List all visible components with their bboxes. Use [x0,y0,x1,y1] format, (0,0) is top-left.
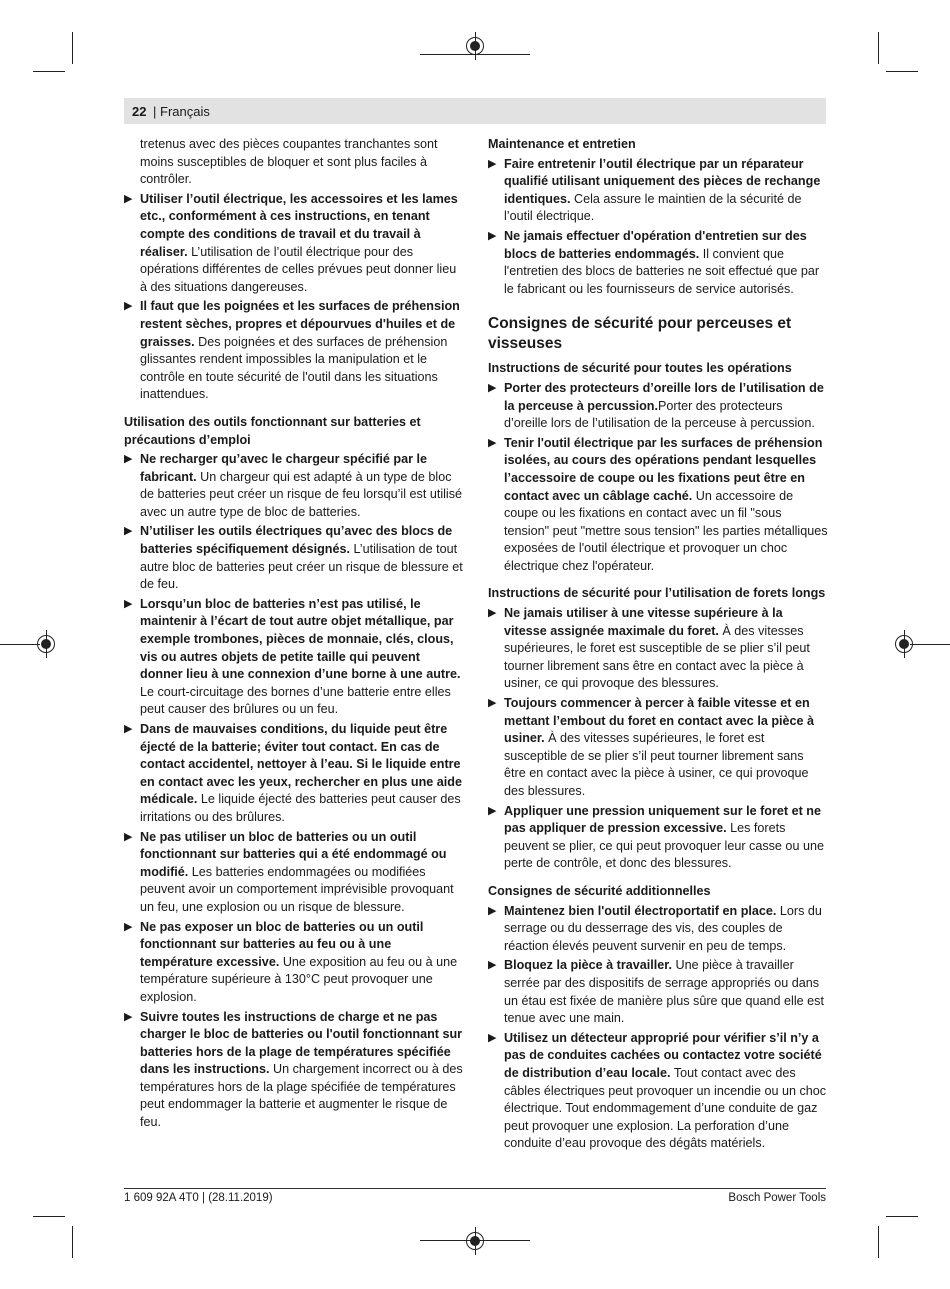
bullet-arrow-icon: ▶ [124,920,133,933]
item-text: Le court-circuitage des bornes d’une batterie entre elles peut causer des brûlures ou un feu. [140,684,451,717]
bullet-arrow-icon: ▶ [488,904,497,917]
item-text: Les batteries endommagées ou modifiées peuvent avoir un comportement imprévisible provoquant un feu, une explosion ou un risque de blessure. [140,864,454,914]
list-item [488,903,828,956]
item-text: Le liquide éjecté des batteries peut causer des irritations ou des brûlures. [140,792,461,824]
page-language: Français [160,104,210,119]
item-bold-text: Lorsqu’un bloc de batteries n’est pas utilisé, le maintenir à l’écart de tout autre objet métallique, par exemple trombones, pièces de monnaie, clés, clous, vis ou autres objets de petite taille qui peuvent donner lieu à une connexion d’une borne à une autre. [140,596,461,682]
item-bold-text: Utiliser l’outil électrique, les accessoires et les lames etc., conformément à ces instructions, en tenant compte des conditions de travail et du travail à réaliser. [140,191,458,259]
item-text: L’utilisation de tout autre bloc de batteries peut créer un risque de blessure et de feu. [140,542,463,592]
list-item [124,523,464,593]
registration-mark-icon [466,1232,484,1250]
list-item [124,451,464,521]
bullet-arrow-icon: ▶ [124,597,133,610]
list-item [124,1009,464,1132]
registration-mark-icon [895,635,913,653]
item-bold-text: Ne jamais effectuer d'opération d'entretien sur des blocs de batteries endommagés. [504,228,807,261]
crop-mark [910,644,950,645]
footer-doc-ref: 1 609 92A 4T0 | (28.11.2019) [124,1192,273,1204]
left-items-a [124,191,464,404]
right-items-b [488,380,828,576]
item-bold-text: Ne pas exposer un bloc de batteries ou un outil fonctionnant sur batteries au feu ou à une température excessive. [140,919,424,969]
list-item [488,435,828,576]
item-bold-text: Faire entretenir l’outil électrique par un réparateur qualifié utilisant uniquement des pièces de rechange identiques. [504,156,821,206]
bullet-arrow-icon: ▶ [124,723,133,735]
left-column [124,136,464,1132]
item-bold-text: Ne jamais utiliser à une vitesse supérieure à la vitesse assignée maximale du foret. [504,606,783,638]
list-item [488,156,828,226]
item-bold-text: Tenir l'outil électrique par les surfaces de préhension isolées, au cours des opérations pendant lesquelles l’accessoire de coupe ou les fixations peut être en contact avec un câblage caché. [504,435,823,503]
heading-long-bits: Instructions de sécurité pour l’utilisation de forets longs [488,586,826,601]
item-text: Un chargement incorrect ou à des températures hors de la plage spécifiée de températures peut endommager la batterie et augmenter le risque de feu. [140,1062,463,1130]
bullet-arrow-icon: ▶ [488,959,497,972]
item-bold-text: Bloquez la pièce à travailler. [504,958,672,973]
registration-mark-icon [37,635,55,653]
list-item [124,919,464,1007]
crop-mark [33,71,65,72]
item-bold-text: Toujours commencer à percer à faible vitesse et en mettant l’embout du foret en contact avec la pièce à usiner. [504,696,815,746]
bullet-arrow-icon: ▶ [488,697,497,710]
item-bold-text: Porter des protecteurs d’oreille lors de l’utilisation de la perceuse à percussion. [504,380,824,413]
item-text: Tout contact avec des câbles électriques peut provoquer un incendie ou un choc électrique. Tout endommagement d’une conduite de gaz peut provoquer une explosion. La perforation d’une conduite d’eau provoque des dégâts matériels. [504,1065,827,1151]
item-text: À des vitesses supérieures, le foret est susceptible de se plier s’il peut tourner librement sans être en contact avec la pièce à usiner, ce qui provoque des blessures. [504,731,809,798]
crop-mark [72,1226,73,1258]
header-bar [124,98,826,124]
right-column [488,136,828,1153]
list-item [488,957,828,1027]
bullet-arrow-icon: ▶ [488,1031,497,1044]
item-text: Un accessoire de coupe ou les fixations en contact avec un fil "sous tension" peut "mettre sous tension" les parties métalliques exposées de l'outil électrique et provoquer un choc électrique chez l'opérateur. [504,488,828,573]
list-item [488,1030,828,1153]
list-item [124,191,464,297]
item-text: Il convient que l'entretien des blocs de batteries ne soit effectué que par le fabricant ou les fournisseurs de service autorisés. [504,246,820,296]
right-items-a [488,156,828,299]
item-text: Les forets peuvent se plier, ce qui peut provoquer leur casse ou une perte de contrôle, et donc des blessures. [504,821,824,871]
list-item [488,695,828,801]
heading-maintenance: Maintenance et entretien [488,137,636,151]
registration-mark-icon [466,37,484,55]
item-bold-text: Utilisez un détecteur approprié pour vérifier s’il n’y a pas de conduites cachées ou contactez votre société de distribution d’eau locale. [504,1030,822,1080]
crop-mark [878,32,879,64]
item-text: Une exposition au feu ou à une température supérieure à 130°C peut provoquer une explosion. [140,954,458,1004]
intro-paragraph: tretenus avec des pièces coupantes tranchantes sont moins susceptibles de bloquer et sont plus faciles à contrôler. [140,137,438,187]
bullet-arrow-icon: ▶ [488,381,497,394]
list-item [488,605,828,693]
bullet-arrow-icon: ▶ [488,607,497,620]
item-bold-text: N’utiliser les outils électriques qu’avec des blocs de batteries spécifiquement désignés. [140,524,453,557]
item-text: L’utilisation de l’outil électrique pour des opérations différentes de celles prévues peut donner lieu à des situations dangereuses. [140,244,457,294]
crop-mark [72,32,73,64]
list-item [124,721,464,827]
crop-mark [886,1216,918,1217]
crop-mark [886,71,918,72]
list-item [488,380,828,433]
item-bold-text: Il faut que les poignées et les surfaces de préhension restent sèches, propres et dépourvues d'huiles et de graisses. [140,299,460,349]
item-bold-text: Ne recharger qu’avec le chargeur spécifié par le fabricant. [140,452,427,484]
bullet-arrow-icon: ▶ [124,830,133,843]
bullet-arrow-icon: ▶ [488,436,497,449]
item-text: Lors du serrage ou du desserrage des vis, des couples de réaction élevés peuvent survenir en peu de temps. [504,903,822,953]
heading-batteries: Utilisation des outils fonctionnant sur batteries et précautions d’emploi [124,414,421,447]
bullet-arrow-icon: ▶ [124,300,133,313]
crop-mark [878,1226,879,1258]
footer-brand: Bosch Power Tools [728,1192,826,1204]
footer-rule [124,1188,826,1189]
left-items-b [124,451,464,1132]
crop-mark [0,644,40,645]
bullet-arrow-icon: ▶ [488,804,497,817]
item-text: Cela assure le maintien de la sécurité de l’outil électrique. [504,191,802,224]
heading-all-operations: Instructions de sécurité pour toutes les opérations [488,361,792,376]
item-text: À des vitesses supérieures, le foret est susceptible de se plier s’il peut tourner librement sans être en contact avec la pièce à usiner, ce qui provoque des blessures. [504,623,810,691]
list-item [488,803,828,873]
right-items-c [488,605,828,873]
item-text: Un chargeur qui est adapté à un type de bloc de batteries peut créer un risque de feu lorsqu’il est utilisé avec un autre type de bloc de batteries. [140,469,463,519]
item-bold-text: Appliquer une pression uniquement sur le foret et ne pas appliquer de pression excessive. [504,803,821,836]
crop-mark [33,1216,65,1217]
item-bold-text: Ne pas utiliser un bloc de batteries ou un outil fonctionnant sur batteries qui a été endommagé ou modifié. [140,829,447,879]
bullet-arrow-icon: ▶ [488,229,497,242]
page-number: 22 [132,104,147,119]
bullet-arrow-icon: ▶ [124,453,133,466]
item-text: Une pièce à travailler serrée par des dispositifs de serrage appropriés ou dans un étau est fixée de manière plus sûre que quand elle est tenue avec une main. [504,958,824,1026]
list-item [488,228,828,298]
item-text: Des poignées et des surfaces de préhension glissantes rendent impossibles la manipulation et le contrôle en toute sécurité de l'outil dans les situations inattendues. [140,334,448,402]
bullet-arrow-icon: ▶ [124,1010,133,1023]
item-bold-text: Dans de mauvaises conditions, du liquide peut être éjecté de la batterie; éviter tout contact. En cas de contact accidentel, nettoyer à l’eau. Si le liquide entre en contact avec les yeux, rechercher en plus une aide médicale. [140,722,462,807]
bullet-arrow-icon: ▶ [124,192,133,205]
section-title: Consignes de sécurité pour perceuses et visseuses [488,315,792,353]
item-bold-text: Suivre toutes les instructions de charge et ne pas charger le bloc de batteries ou l'outil fonctionnant sur batteries hors de la plage de températures spécifiée dans les instructions. [140,1009,463,1077]
bullet-arrow-icon: ▶ [124,525,133,538]
list-item [124,829,464,917]
list-item [124,298,464,404]
list-item [124,596,464,719]
item-bold-text: Maintenez bien l'outil électroportatif en place. [504,903,777,918]
item-text: Porter des protecteurs d’oreille lors de l’utilisation de la perceuse à percussion. [504,398,815,431]
header-separator: | [153,104,157,119]
right-items-d [488,903,828,1153]
bullet-arrow-icon: ▶ [488,157,497,170]
heading-additional: Consignes de sécurité additionnelles [488,883,711,898]
